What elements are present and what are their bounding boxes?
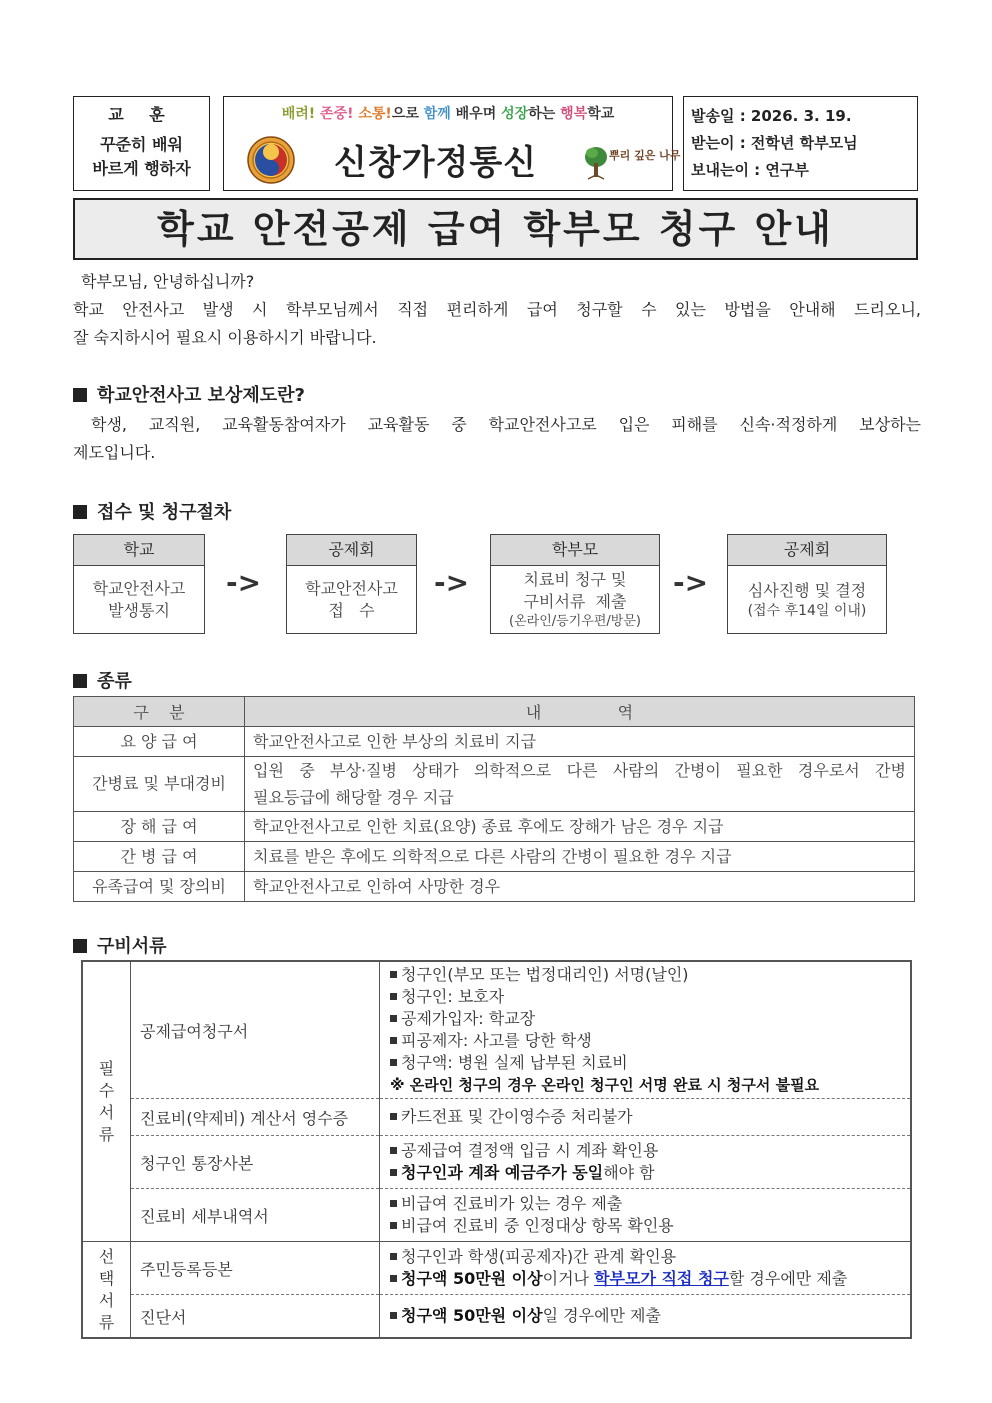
table-row [82,1242,911,1295]
document-details [380,1136,912,1189]
list-item-text: 비급여 진료비 중 인정대상 항목 확인용 [401,1216,674,1235]
bullet-icon [390,1275,397,1282]
group-label-char: 류 [98,1124,115,1144]
document-details [380,1242,912,1295]
slogan-segment: 함께 [423,106,451,122]
document-name: 진료비(약제비) 계산서 영수증 [131,1099,380,1136]
group-label-char: 선 [98,1246,115,1266]
school-slogan [224,103,672,123]
document-details [380,1189,912,1242]
bullet-icon [390,993,397,1000]
flow-step-line: 심사진행 및 결정 [747,580,867,600]
table-header-row [74,697,915,727]
table-row [82,961,911,1099]
flow-step-note: (접수 후14일 이내) [747,602,867,619]
group-label-char: 서 [98,1290,115,1310]
list-item-bold: 청구액 50만원 이상 [401,1269,543,1288]
section4-title: 구비서류 [97,936,167,957]
table-header-details: 내 역 [245,697,915,727]
list-item [390,1030,909,1052]
list-item [390,1268,909,1290]
required-documents-table [81,960,912,1339]
bullet-icon [390,1222,397,1229]
bullet-icon [390,1059,397,1066]
sent-date: 발송일 : 2026. 3. 19. [691,107,852,125]
list-item-text: 비급여 진료비가 있는 경우 제출 [401,1194,623,1213]
flow-step-school [73,534,205,634]
flow-step-line: 구비서류 제출 [523,591,627,611]
benefit-name: 유족급여 및 장의비 [74,872,245,902]
benefit-name: 요 양 급 여 [74,727,245,757]
square-bullet-icon [73,939,87,953]
list-item-text: 이거나 [542,1269,595,1288]
section1-line1: 학생, 교직원, 교육활동참여자가 교육활동 중 학교안전사고로 입은 피해를 신속·적정하게 보상하는 [91,415,921,434]
list-item-text: 일 경우에만 제출 [542,1306,661,1325]
section-heading-procedure [73,498,231,524]
bullet-icon [390,1200,397,1207]
flow-step-line: 치료비 청구 및 [523,569,627,589]
flow-arrow: -> [673,566,709,599]
square-bullet-icon [73,505,87,519]
motto-line1: 꾸준히 배워 [100,135,183,154]
section1-title: 학교안전사고 보상제도란? [97,385,305,406]
group-label-char: 류 [98,1312,115,1332]
bullet-icon [390,1312,397,1319]
list-item-text: 할 경우에만 제출 [728,1269,848,1288]
benefit-detail: 학교안전사고로 인하여 사망한 경우 [245,872,915,902]
motto-box [73,96,210,191]
list-item [390,1193,909,1215]
slogan-segment: 학교 [587,106,615,122]
benefit-detail-line1: 입원 중 부상·질병 상태가 의학적으로 다른 사람의 간병이 필요한 경우로서 간병 [253,761,906,780]
document-name: 공제급여청구서 [131,961,380,1099]
table-row [74,872,915,902]
required-docs-label [82,961,131,1242]
list-item-text: 청구액: 병원 실제 납부된 치료비 [401,1053,628,1072]
section-heading-compensation [73,381,305,407]
flow-step-head: 공제회 [287,535,416,566]
table-row [82,1295,911,1339]
benefit-name: 간 병 급 여 [74,842,245,872]
square-bullet-icon [73,674,87,688]
list-item-text: 청구인: 보호자 [401,987,505,1006]
intro [73,268,921,352]
group-label-char: 택 [98,1268,115,1288]
online-claim-note: ※ 온라인 청구의 경우 온라인 청구인 서명 완료 시 청구서 불필요 [390,1076,820,1094]
bullet-icon [390,1169,397,1176]
slogan-segment: 성장 [501,106,529,122]
flow-step-line: 학교안전사고 [305,578,398,598]
group-label-char: 수 [98,1080,115,1100]
bullet-icon [390,1037,397,1044]
slogan-segment: 배려! [281,106,316,122]
newsletter-title: 신창가정통신 [334,143,538,183]
newsletter-header [223,96,681,191]
motto-title: 교 훈 [108,105,175,124]
list-item [390,986,909,1008]
document-name: 청구인 통장사본 [131,1136,380,1189]
benefit-detail: 학교안전사고로 인한 부상의 치료비 지급 [245,727,915,757]
list-item-bold: 청구액 50만원 이상 [401,1306,543,1325]
table-header-category: 구 분 [74,697,245,727]
flow-step-parent [490,534,660,634]
intro-line2: 잘 숙지하시어 필요시 이용하시기 바랍니다. [73,328,377,347]
benefit-types-table [73,696,915,902]
document-details [380,1295,912,1339]
flow-step-head: 학교 [74,535,204,566]
group-label-char: 서 [98,1102,115,1122]
flow-step-head: 학부모 [491,535,659,566]
flow-step-line: 발생통지 [108,600,170,620]
section1-line2: 제도입니다. [73,443,156,462]
optional-docs-label [82,1242,131,1339]
document-name: 주민등록등본 [131,1242,380,1295]
table-row [74,757,915,812]
slogan-segment: 존중! [315,106,354,122]
document-name: 진단서 [131,1295,380,1339]
recipient: 받는이 : 전학년 학부모님 [691,134,858,152]
group-label-char: 필 [98,1058,115,1078]
greeting: 학부모님, 안녕하십니까? [81,272,255,291]
tree-logo [582,141,681,185]
flow-arrow: -> [226,566,262,599]
section3-title: 종류 [97,671,132,692]
list-item-text: 공제가입자: 학교장 [401,1009,536,1028]
flow-step-association-review [727,534,887,634]
table-row [74,842,915,872]
flow-step-association-receipt [286,534,417,634]
list-item [390,1140,909,1162]
section-heading-documents [73,932,167,958]
parent-direct-claim-emphasis: 학부모가 직접 청구 [594,1269,729,1288]
flow-step-line: 학교안전사고 [92,578,186,598]
section-heading-types [73,667,132,693]
list-item [390,1008,909,1030]
list-item-bold: 청구인과 계좌 예금주가 동일 [401,1163,604,1182]
bullet-icon [390,1147,397,1154]
slogan-segment: 하는 [528,106,561,122]
table-row [82,1136,911,1189]
slogan-segment: 으로 [391,106,424,122]
flow-arrow: -> [434,566,470,599]
school-emblem-icon [246,135,296,185]
document-details [380,961,912,1099]
sender: 보내는이 : 연구부 [691,161,809,179]
benefit-name: 간병료 및 부대경비 [74,757,245,812]
benefit-detail [245,757,915,812]
flow-step-head: 공제회 [728,535,886,566]
document-name: 진료비 세부내역서 [131,1189,380,1242]
benefit-detail: 치료를 받은 후에도 의학적으로 다른 사람의 간병이 필요한 경우 지급 [245,842,915,872]
sender-info-box [683,96,918,191]
flow-step-line: 접 수 [328,600,375,620]
list-item-text: 피공제자: 사고를 당한 학생 [401,1031,592,1050]
slogan-segment: 배우며 [450,106,502,122]
list-item-text: 공제급여 결정액 입금 시 계좌 확인용 [401,1141,659,1160]
list-item-text: 해야 함 [603,1163,655,1182]
document-details [380,1099,912,1136]
table-row [82,1099,911,1136]
page-title: 학교 안전공제 급여 학부모 청구 안내 [73,198,918,260]
compensation-description [73,411,921,467]
benefit-name: 장 해 급 여 [74,812,245,842]
list-item [390,964,909,986]
bullet-icon [390,1113,397,1120]
benefit-detail-line2: 필요등급에 해당할 경우 지급 [253,788,454,807]
section2-title: 접수 및 청구절차 [97,502,232,523]
flow-step-note: (온라인/등기우편/방문) [509,613,641,629]
bullet-icon [390,1253,397,1260]
square-bullet-icon [73,388,87,402]
table-row [74,812,915,842]
list-item [390,1246,909,1268]
table-row [82,1189,911,1242]
bullet-icon [390,1015,397,1022]
list-item [390,1052,909,1074]
tree-logo-text: 뿌리 깊은 나무 [609,149,681,162]
motto-line2: 바르게 행하자 [92,159,191,178]
list-item [390,1162,909,1184]
list-item-text: 청구인(부모 또는 법정대리인) 서명(날인) [401,965,689,984]
table-row [74,727,915,757]
slogan-segment: 소통! [353,106,392,122]
list-item-text: 청구인과 학생(피공제자)간 관계 확인용 [401,1247,677,1266]
benefit-detail: 학교안전사고로 인한 치료(요양) 종료 후에도 장해가 남은 경우 지급 [245,812,915,842]
list-item [390,1215,909,1237]
list-item-text: 카드전표 및 간이영수증 처리불가 [401,1107,633,1126]
intro-line1: 학교 안전사고 발생 시 학부모님께서 직접 편리하게 급여 청구할 수 있는 방법을 안내해 드리오니, [73,300,921,319]
slogan-segment: 행복 [560,106,588,122]
bullet-icon [390,971,397,978]
